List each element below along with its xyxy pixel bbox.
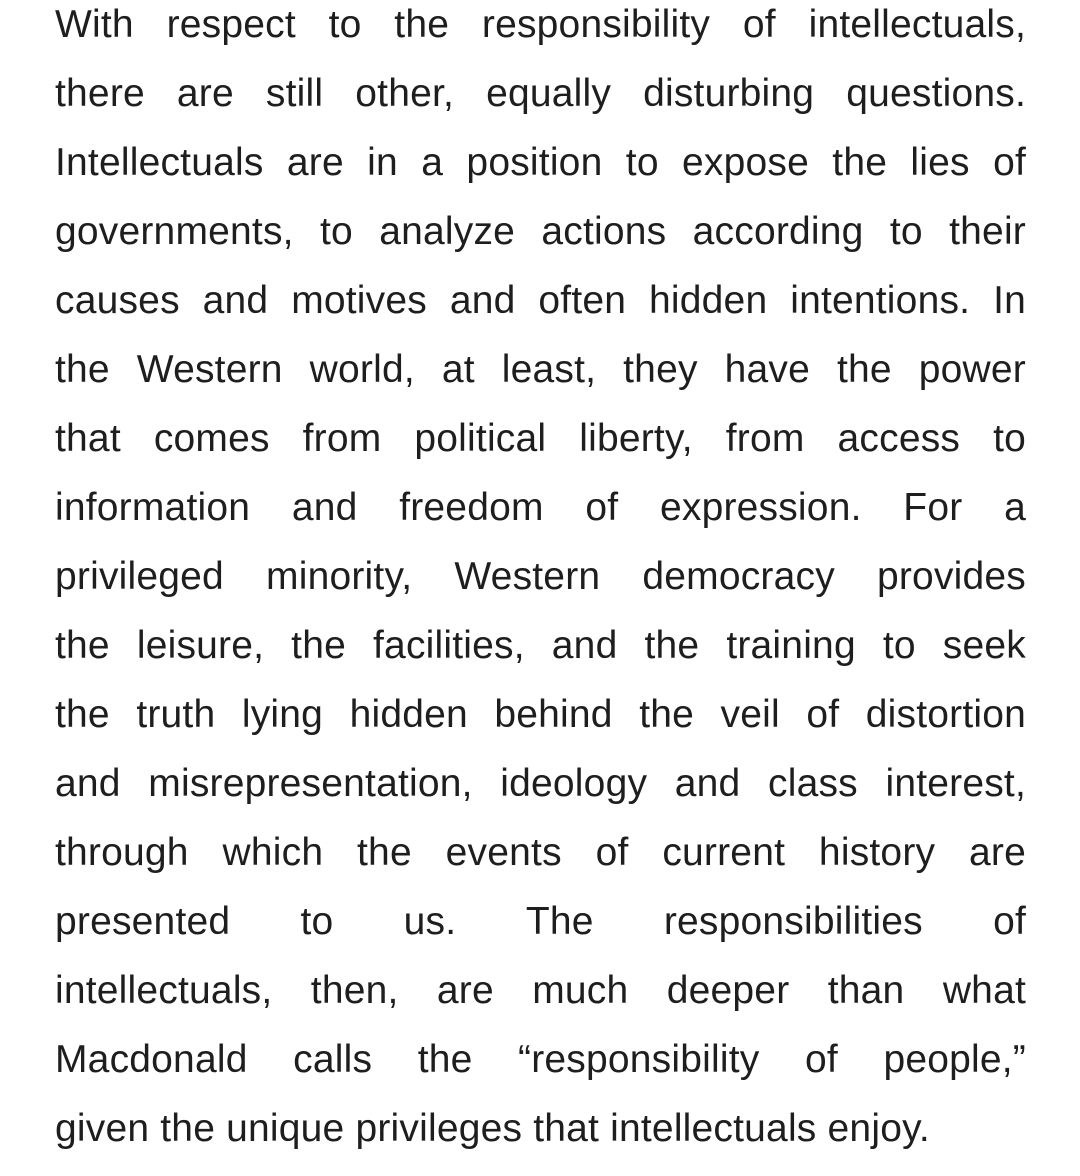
paragraph-line: presented to us. The responsibilities of [55, 900, 1026, 943]
paragraph-line: information and freedom of expression. For a [55, 486, 1026, 529]
paragraph-line: the truth lying hidden behind the veil of distortion [55, 693, 1026, 736]
paragraph-line: the Western world, at least, they have the power [55, 348, 1026, 391]
paragraph-line: Intellectuals are in a position to expose the lies of [55, 141, 1026, 184]
paragraph-line: and misrepresentation, ideology and class interest, [55, 762, 1026, 805]
paragraph-line-last: given the unique privileges that intellectuals enjoy. [55, 1107, 930, 1150]
paragraph-line: With respect to the responsibility of intellectuals, [55, 3, 1026, 46]
paragraph-line: the leisure, the facilities, and the training to seek [55, 624, 1026, 667]
paragraph-line: that comes from political liberty, from access to [55, 417, 1026, 460]
paragraph-line: governments, to analyze actions according to their [55, 210, 1026, 253]
paragraph-line: Macdonald calls the “responsibility of people,” [55, 1038, 1026, 1081]
paragraph-line: privileged minority, Western democracy provides [55, 555, 1026, 598]
paragraph-line: causes and motives and often hidden intentions. In [55, 279, 1026, 322]
paragraph-line: there are still other, equally disturbing questions. [55, 72, 1026, 115]
paragraph-line: through which the events of current history are [55, 831, 1026, 874]
paragraph-line: intellectuals, then, are much deeper than what [55, 969, 1026, 1012]
body-paragraph [55, 0, 1026, 1163]
